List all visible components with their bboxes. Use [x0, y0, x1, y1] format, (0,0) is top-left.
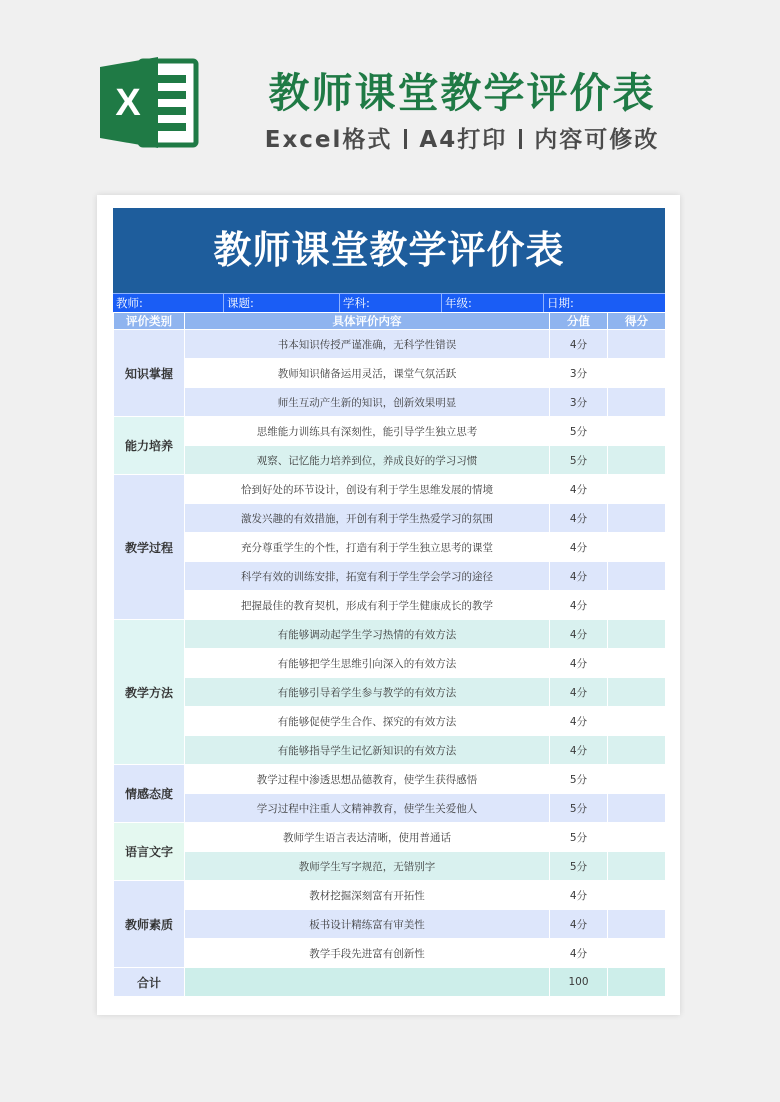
value-cell: 4分 [550, 591, 608, 620]
content-cell: 板书设计精练富有审美性 [185, 910, 550, 939]
total-row [114, 968, 666, 997]
content-cell: 有能够把学生思维引向深入的有效方法 [185, 649, 550, 678]
value-cell: 4分 [550, 562, 608, 591]
score-cell[interactable] [608, 765, 666, 794]
table-row [114, 823, 666, 852]
content-cell: 把握最佳的教育契机，形成有利于学生健康成长的教学 [185, 591, 550, 620]
svg-text:X: X [115, 82, 141, 124]
table-row [114, 852, 666, 881]
value-cell: 3分 [550, 388, 608, 417]
score-cell[interactable] [608, 504, 666, 533]
header-value: 分值 [550, 313, 608, 330]
score-cell[interactable] [608, 852, 666, 881]
score-cell[interactable] [608, 823, 666, 852]
content-cell: 教师学生语言表达清晰，使用普通话 [185, 823, 550, 852]
score-cell[interactable] [608, 359, 666, 388]
content-cell: 教材挖掘深刻富有开拓性 [185, 881, 550, 910]
score-cell[interactable] [608, 620, 666, 649]
separator [519, 129, 522, 149]
score-cell[interactable] [608, 388, 666, 417]
table-row [114, 794, 666, 823]
value-cell: 4分 [550, 881, 608, 910]
subtitle-edit: 内容可修改 [534, 127, 660, 153]
score-cell[interactable] [608, 330, 666, 359]
info-cell[interactable]: 学科: [340, 294, 442, 312]
content-cell: 有能够引导着学生参与教学的有效方法 [185, 678, 550, 707]
total-label: 合计 [114, 968, 185, 997]
value-cell: 4分 [550, 533, 608, 562]
content-cell: 书本知识传授严谨准确，无科学性错误 [185, 330, 550, 359]
subtitle-print: A4打印 [419, 127, 508, 153]
value-cell: 5分 [550, 823, 608, 852]
score-cell[interactable] [608, 910, 666, 939]
category-cell: 能力培养 [114, 417, 185, 475]
table-row [114, 881, 666, 910]
value-cell: 4分 [550, 330, 608, 359]
table-row [114, 417, 666, 446]
evaluation-sheet [113, 208, 665, 997]
table-row [114, 736, 666, 765]
category-cell: 语言文字 [114, 823, 185, 881]
table-row [114, 504, 666, 533]
table-row [114, 359, 666, 388]
value-cell: 4分 [550, 649, 608, 678]
table-row [114, 910, 666, 939]
category-cell: 教学过程 [114, 475, 185, 620]
value-cell: 4分 [550, 910, 608, 939]
score-cell[interactable] [608, 736, 666, 765]
content-cell: 学习过程中注重人文精神教育，使学生关爱他人 [185, 794, 550, 823]
content-cell: 有能够调动起学生学习热情的有效方法 [185, 620, 550, 649]
table-row [114, 533, 666, 562]
total-score-cell[interactable] [608, 968, 666, 997]
info-row [113, 293, 665, 312]
info-cell[interactable]: 教师: [113, 294, 224, 312]
value-cell: 4分 [550, 504, 608, 533]
content-cell: 师生互动产生新的知识，创新效果明显 [185, 388, 550, 417]
score-cell[interactable] [608, 939, 666, 968]
value-cell: 3分 [550, 359, 608, 388]
value-cell: 5分 [550, 794, 608, 823]
content-cell: 教学手段先进富有创新性 [185, 939, 550, 968]
score-cell[interactable] [608, 475, 666, 504]
score-cell[interactable] [608, 678, 666, 707]
banner-subtitle [252, 121, 672, 154]
value-cell: 4分 [550, 736, 608, 765]
header-content: 具体评价内容 [185, 313, 550, 330]
banner-title: 教师课堂教学评价表 [268, 69, 656, 117]
value-cell: 5分 [550, 765, 608, 794]
content-cell: 教师学生写字规范，无错别字 [185, 852, 550, 881]
score-cell[interactable] [608, 881, 666, 910]
content-cell: 教学过程中渗透思想品德教育，使学生获得感悟 [185, 765, 550, 794]
content-cell: 科学有效的训练安排，拓宽有利于学生学会学习的途径 [185, 562, 550, 591]
score-cell[interactable] [608, 417, 666, 446]
table-row [114, 591, 666, 620]
value-cell: 4分 [550, 678, 608, 707]
table-row [114, 562, 666, 591]
table-row [114, 330, 666, 359]
evaluation-table [113, 312, 666, 997]
value-cell: 4分 [550, 939, 608, 968]
score-cell[interactable] [608, 794, 666, 823]
value-cell: 4分 [550, 620, 608, 649]
header-score: 得分 [608, 313, 666, 330]
table-row [114, 707, 666, 736]
table-row [114, 939, 666, 968]
score-cell[interactable] [608, 533, 666, 562]
score-cell[interactable] [608, 562, 666, 591]
table-row [114, 649, 666, 678]
content-cell: 观察、记忆能力培养到位，养成良好的学习习惯 [185, 446, 550, 475]
content-cell: 有能够指导学生记忆新知识的有效方法 [185, 736, 550, 765]
value-cell: 4分 [550, 475, 608, 504]
content-cell: 思维能力训练具有深刻性，能引导学生独立思考 [185, 417, 550, 446]
table-row [114, 678, 666, 707]
table-row [114, 620, 666, 649]
table-row [114, 388, 666, 417]
score-cell[interactable] [608, 591, 666, 620]
category-cell: 知识掌握 [114, 330, 185, 417]
score-cell[interactable] [608, 649, 666, 678]
header-category: 评价类别 [114, 313, 185, 330]
content-cell: 有能够促使学生合作、探究的有效方法 [185, 707, 550, 736]
content-cell: 充分尊重学生的个性，打造有利于学生独立思考的课堂 [185, 533, 550, 562]
subtitle-format: Excel格式 [264, 127, 393, 153]
score-cell[interactable] [608, 707, 666, 736]
table-header-row [114, 313, 666, 330]
total-value: 100 [550, 968, 608, 997]
value-cell: 5分 [550, 446, 608, 475]
info-cell[interactable]: 年级: [442, 294, 544, 312]
category-cell: 教学方法 [114, 620, 185, 765]
table-row [114, 765, 666, 794]
excel-icon [100, 55, 200, 150]
info-cell[interactable]: 课题: [224, 294, 340, 312]
separator [404, 129, 407, 149]
info-cell[interactable]: 日期: [547, 296, 574, 310]
total-content-cell [185, 968, 550, 997]
score-cell[interactable] [608, 446, 666, 475]
table-row [114, 446, 666, 475]
table-row [114, 475, 666, 504]
value-cell: 5分 [550, 852, 608, 881]
category-cell: 教师素质 [114, 881, 185, 968]
value-cell: 5分 [550, 417, 608, 446]
content-cell: 激发兴趣的有效措施，开创有利于学生热爱学习的氛围 [185, 504, 550, 533]
sheet-title: 教师课堂教学评价表 [113, 208, 665, 293]
table-body [114, 330, 666, 997]
content-cell: 教师知识储备运用灵活，课堂气氛活跃 [185, 359, 550, 388]
value-cell: 4分 [550, 707, 608, 736]
content-cell: 恰到好处的环节设计，创设有利于学生思维发展的情境 [185, 475, 550, 504]
category-cell: 情感态度 [114, 765, 185, 823]
banner [0, 0, 780, 190]
